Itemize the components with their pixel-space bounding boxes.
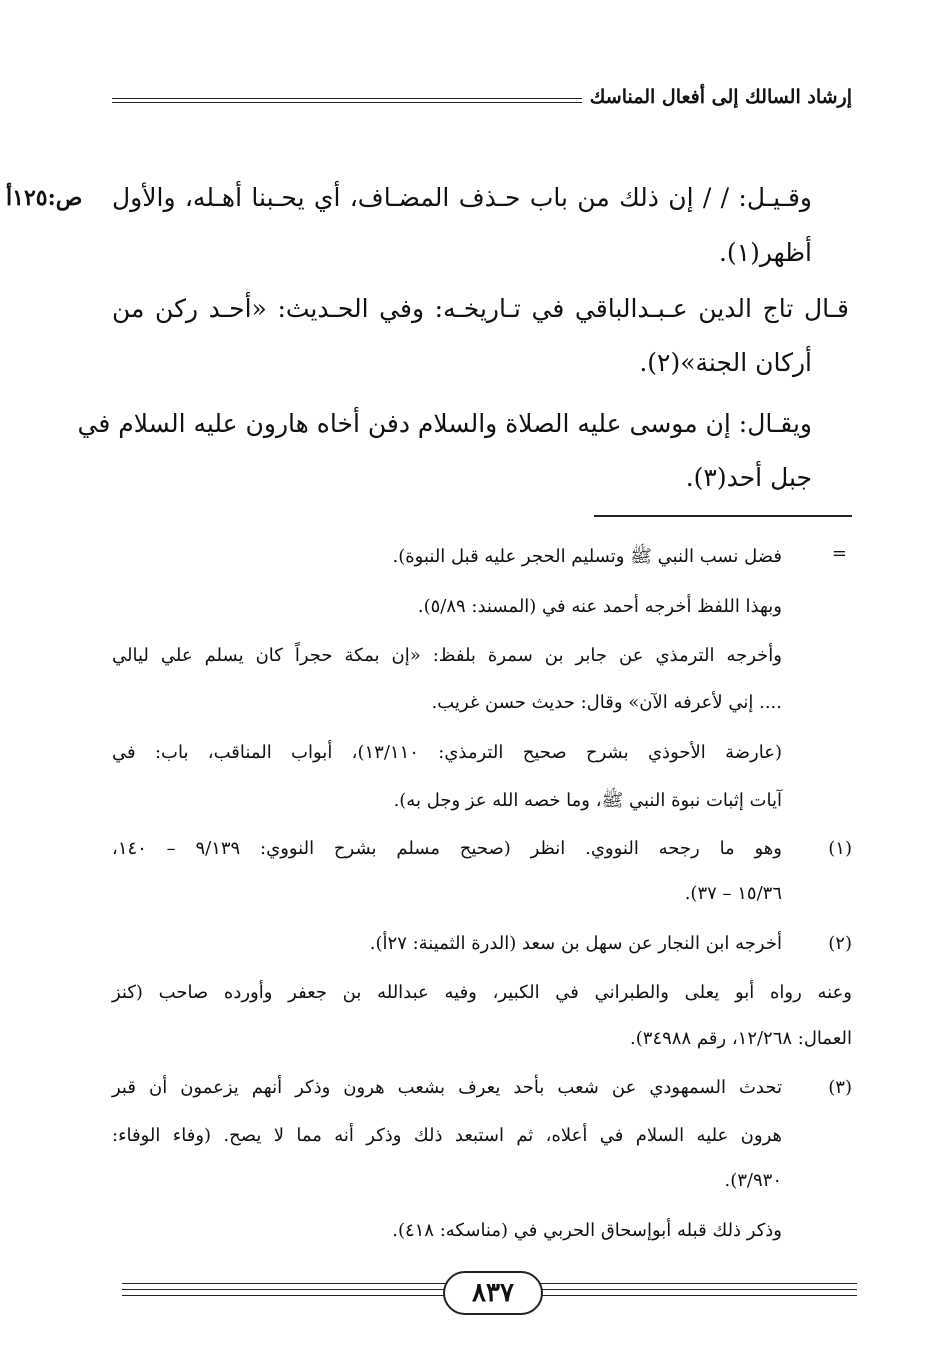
main-text-line: قـال تاج الدين عـبـدالباقي في تـاريخـه: وفي الحـديث: «أحـد ركن من [112,294,849,323]
footnote-line: وهو ما رجحه النووي. انظر (صحيح مسلم بشرح النووي: ٩/١٣٩ – ١٤٠، [112,838,782,859]
footnote-number: (٢) [828,933,852,954]
footnote-line: تحدث السمهودي عن شعب بأحد يعرف بشعب هرون وذكر أنهم يزعمون أن قبر [112,1077,782,1098]
main-text-line: أظهر(١). [718,238,812,267]
footnote-number: (٣) [828,1077,852,1098]
footnote-line: .... إني لأعرفه الآن» وقال: حديث حسن غريب. [431,692,782,713]
footnote-line: وذكر ذلك قبله أبوإسحاق الحربي في (مناسكه: ٤١٨). [392,1220,782,1241]
footnote-line: ١٥/٣٦ – ٣٧). [684,883,782,904]
running-header [112,86,852,116]
footnote-line: هرون عليه السلام في أعلاه، ثم استبعد ذلك وذكر أنه مما لا يصح. (وفاء الوفاء: [112,1125,782,1146]
header-title: إرشاد السالك إلى أفعال المناسك [589,86,852,108]
footnote-separator [594,515,852,517]
footnote-line: وبهذا اللفظ أخرجه أحمد عنه في (المسند: ٥/٨٩). [417,596,782,617]
footnote-line: العمال: ١٢/٢٦٨، رقم ٣٤٩٨٨). [630,1028,852,1049]
footnote-line: ٣/٩٣٠). [724,1170,782,1191]
page-number: ٨٣٧ [443,1271,543,1315]
footnote-line: فضل نسب النبي ﷺ وتسليم الحجر عليه قبل النبوة). [392,546,782,567]
footnote-line: أخرجه ابن النجار عن سهل بن سعد (الدرة الثمينة: ٢٧أ). [369,933,782,954]
main-text-line: أركان الجنة»(٢). [639,348,812,377]
footnote-number: (١) [828,838,852,859]
main-text-line: جبل أحد(٣). [685,463,812,492]
footnote-line: آيات إثبات نبوة النبي ﷺ، وما خصه الله عز وجل به). [393,790,782,811]
footnote-continuation-marker: = [831,543,847,564]
footnote-line: (عارضة الأحوذي بشرح صحيح الترمذي: ١٣/١١٠)، أبواب المناقب، باب: في [112,742,782,763]
footnote-line: وعنه رواه أبو يعلى والطبراني في الكبير، وفيه عبدالله بن جعفر وأورده صاحب (كنز [112,982,852,1003]
footnote-line: وأخرجه الترمذي عن جابر بن سمرة بلفظ: «إن بمكة حجراً كان يسلم علي ليالي [112,645,782,666]
main-text-line: ويقـال: إن موسى عليه الصلاة والسلام دفن أخاه هارون عليه السلام في [77,409,812,438]
main-text-line: وقـيـل: / / إن ذلك من باب حـذف المضـاف، أي يحـبنا أهـله، والأول [112,183,812,212]
margin-page-note: ص:١٢٥أ [6,185,83,211]
header-rule [112,98,582,103]
